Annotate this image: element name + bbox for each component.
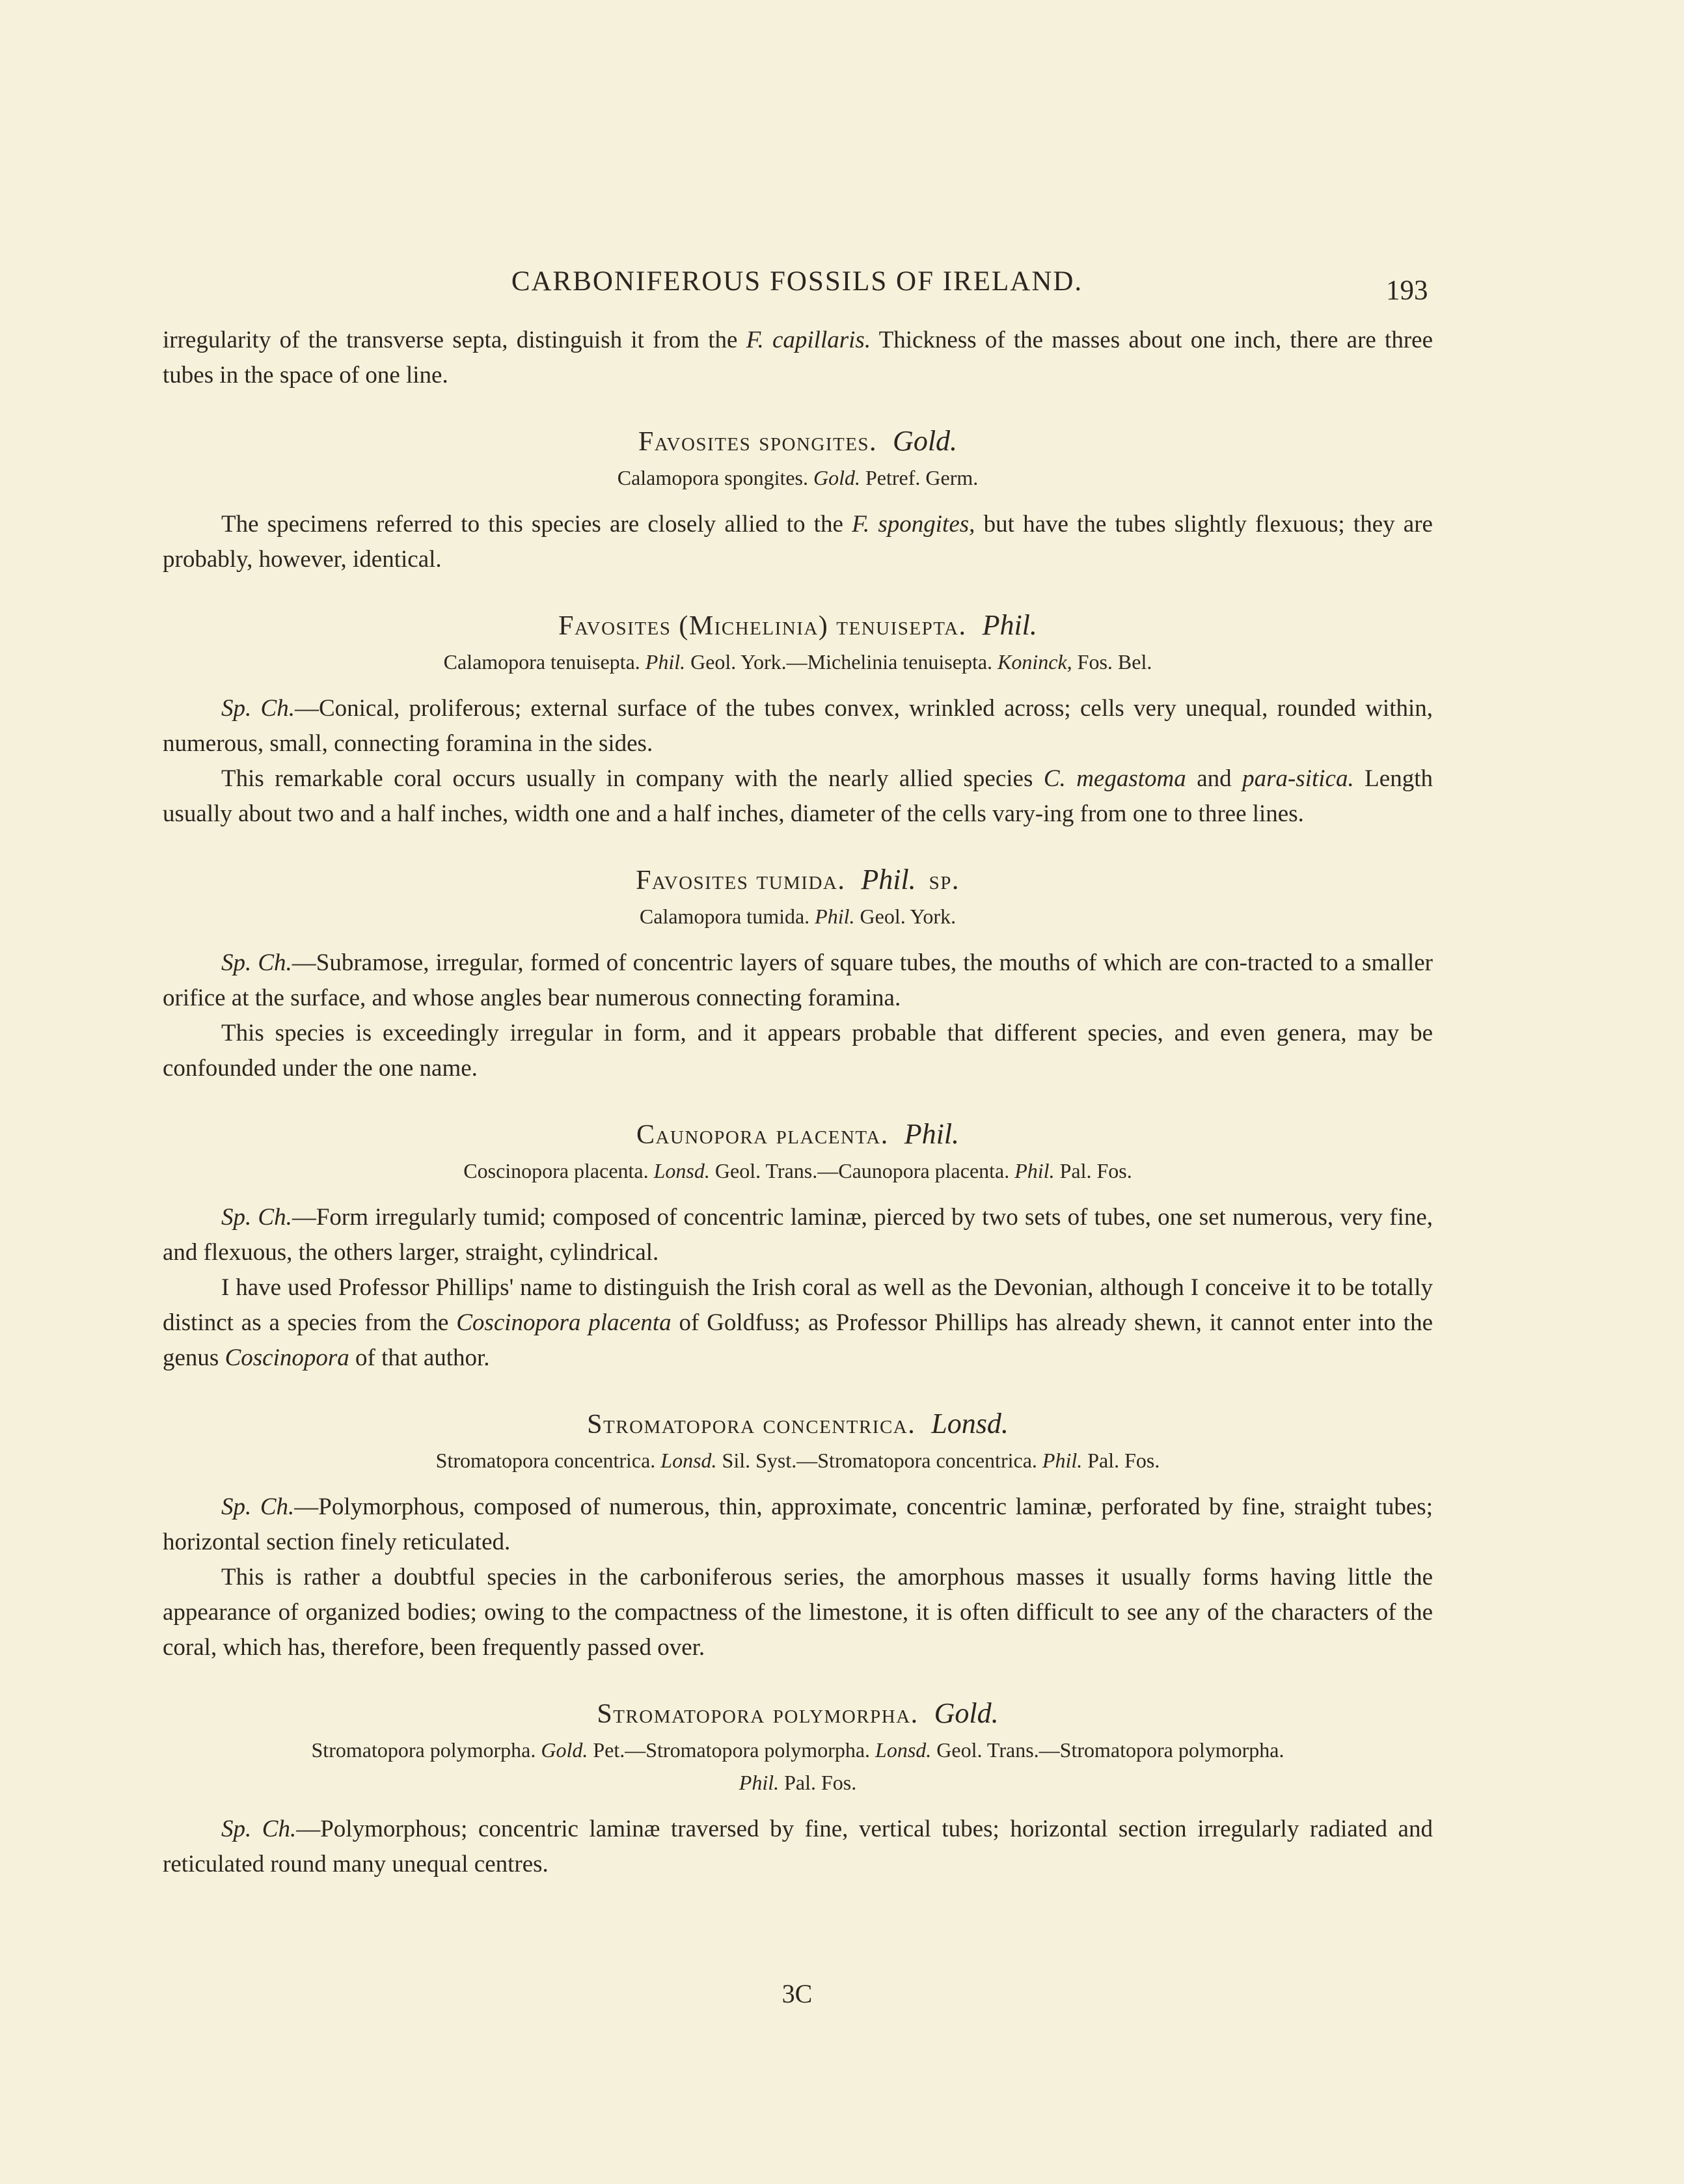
page-number: 193	[1386, 275, 1428, 306]
specific-characters-caunopora-placenta: Sp. Ch.—Form irregularly tumid; composed of concentric laminæ, pierced by two sets of tubes, one set numerous, very fine, and flexuous, the others larger, straight, cylindrical.	[163, 1204, 1433, 1266]
species-heading-favosites-tumida: Favosites tumida. Phil. sp.	[636, 864, 960, 895]
specific-characters-stromatopora-polymorpha: Sp. Ch.—Polymorphous; concentric laminæ traversed by fine, vertical tubes; horizontal section irregularly radiated and reticulated round many unequal centres.	[163, 1816, 1433, 1877]
page-body	[163, 323, 1433, 1882]
species-heading-caunopora-placenta: Caunopora placenta. Phil.	[636, 1118, 960, 1150]
synonymy-stromatopora-polymorpha: Stromatopora polymorpha. Gold. Pet.—Stromatopora polymorpha. Lonsd. Geol. Trans.—Stromatopora polymorpha. Phil. Pal. Fos.	[311, 1738, 1284, 1794]
remarks-favosites-tenuisepta: This remarkable coral occurs usually in company with the nearly allied species C. megastoma and para-sitica. Length usually about two and a half inches, width one and a half inches, diameter of the cells vary-ing from one to three lines.	[163, 765, 1433, 827]
synonymy-favosites-tenuisepta: Calamopora tenuisepta. Phil. Geol. York.—Michelinia tenuisepta. Koninck, Fos. Bel.	[443, 650, 1152, 674]
specific-characters-stromatopora-concentrica: Sp. Ch.—Polymorphous, composed of numerous, thin, approximate, concentric laminæ, perforated by fine, straight tubes; horizontal section finely reticulated.	[163, 1494, 1433, 1555]
species-heading-favosites-spongites: Favosites spongites. Gold.	[638, 425, 958, 457]
species-heading-stromatopora-polymorpha: Stromatopora polymorpha. Gold.	[597, 1697, 999, 1729]
remarks-stromatopora-concentrica: This is rather a doubtful species in the carboniferous series, the amorphous masses it usually forms having little the appearance of organized bodies; owing to the compactness of the limestone, it is often difficult to see any of the characters of the coral, which has, therefore, been frequently passed over.	[163, 1564, 1433, 1661]
specific-characters-favosites-tumida: Sp. Ch.—Subramose, irregular, formed of concentric layers of square tubes, the mouths of which are con-tracted to a smaller orifice at the surface, and whose angles bear numerous connecting foramina.	[163, 949, 1433, 1011]
synonymy-stromatopora-concentrica: Stromatopora concentrica. Lonsd. Sil. Syst.—Stromatopora concentrica. Phil. Pal. Fos.	[435, 1449, 1160, 1472]
intro-paragraph: irregularity of the transverse septa, distinguish it from the F. capillaris. Thickness of the masses about one inch, there are three tubes in the space of one line.	[163, 327, 1433, 389]
synonymy-favosites-spongites: Calamopora spongites. Gold. Petref. Germ.	[617, 466, 979, 489]
synonymy-favosites-tumida: Calamopora tumida. Phil. Geol. York.	[639, 905, 957, 928]
description-favosites-spongites: The specimens referred to this species are closely allied to the F. spongites, but have the tubes slightly flexuous; they are probably, however, identical.	[163, 511, 1433, 573]
species-heading-stromatopora-concentrica: Stromatopora concentrica. Lonsd.	[587, 1408, 1009, 1440]
remarks-favosites-tumida: This species is exceedingly irregular in form, and it appears probable that different species, and even genera, may be confounded under the one name.	[163, 1020, 1433, 1082]
page-header	[0, 260, 1684, 306]
remarks-caunopora-placenta: I have used Professor Phillips' name to distinguish the Irish coral as well as the Devonian, although I conceive it to be totally distinct as a species from the Coscinopora placenta of Goldfuss; as Professor Phillips has already shewn, it cannot enter into the genus Coscinopora of that author.	[163, 1274, 1433, 1371]
species-heading-favosites-tenuisepta: Favosites (Michelinia) tenuisepta. Phil.	[558, 609, 1037, 641]
synonymy-caunopora-placenta: Coscinopora placenta. Lonsd. Geol. Trans.—Caunopora placenta. Phil. Pal. Fos.	[463, 1159, 1132, 1182]
specific-characters-favosites-tenuisepta: Sp. Ch.—Conical, proliferous; external surface of the tubes convex, wrinkled across; cells very unequal, rounded within, numerous, small, connecting foramina in the sides.	[163, 695, 1433, 757]
running-title: CARBONIFEROUS FOSSILS OF IRELAND.	[511, 266, 1083, 297]
signature-mark: 3C	[781, 1979, 813, 2008]
